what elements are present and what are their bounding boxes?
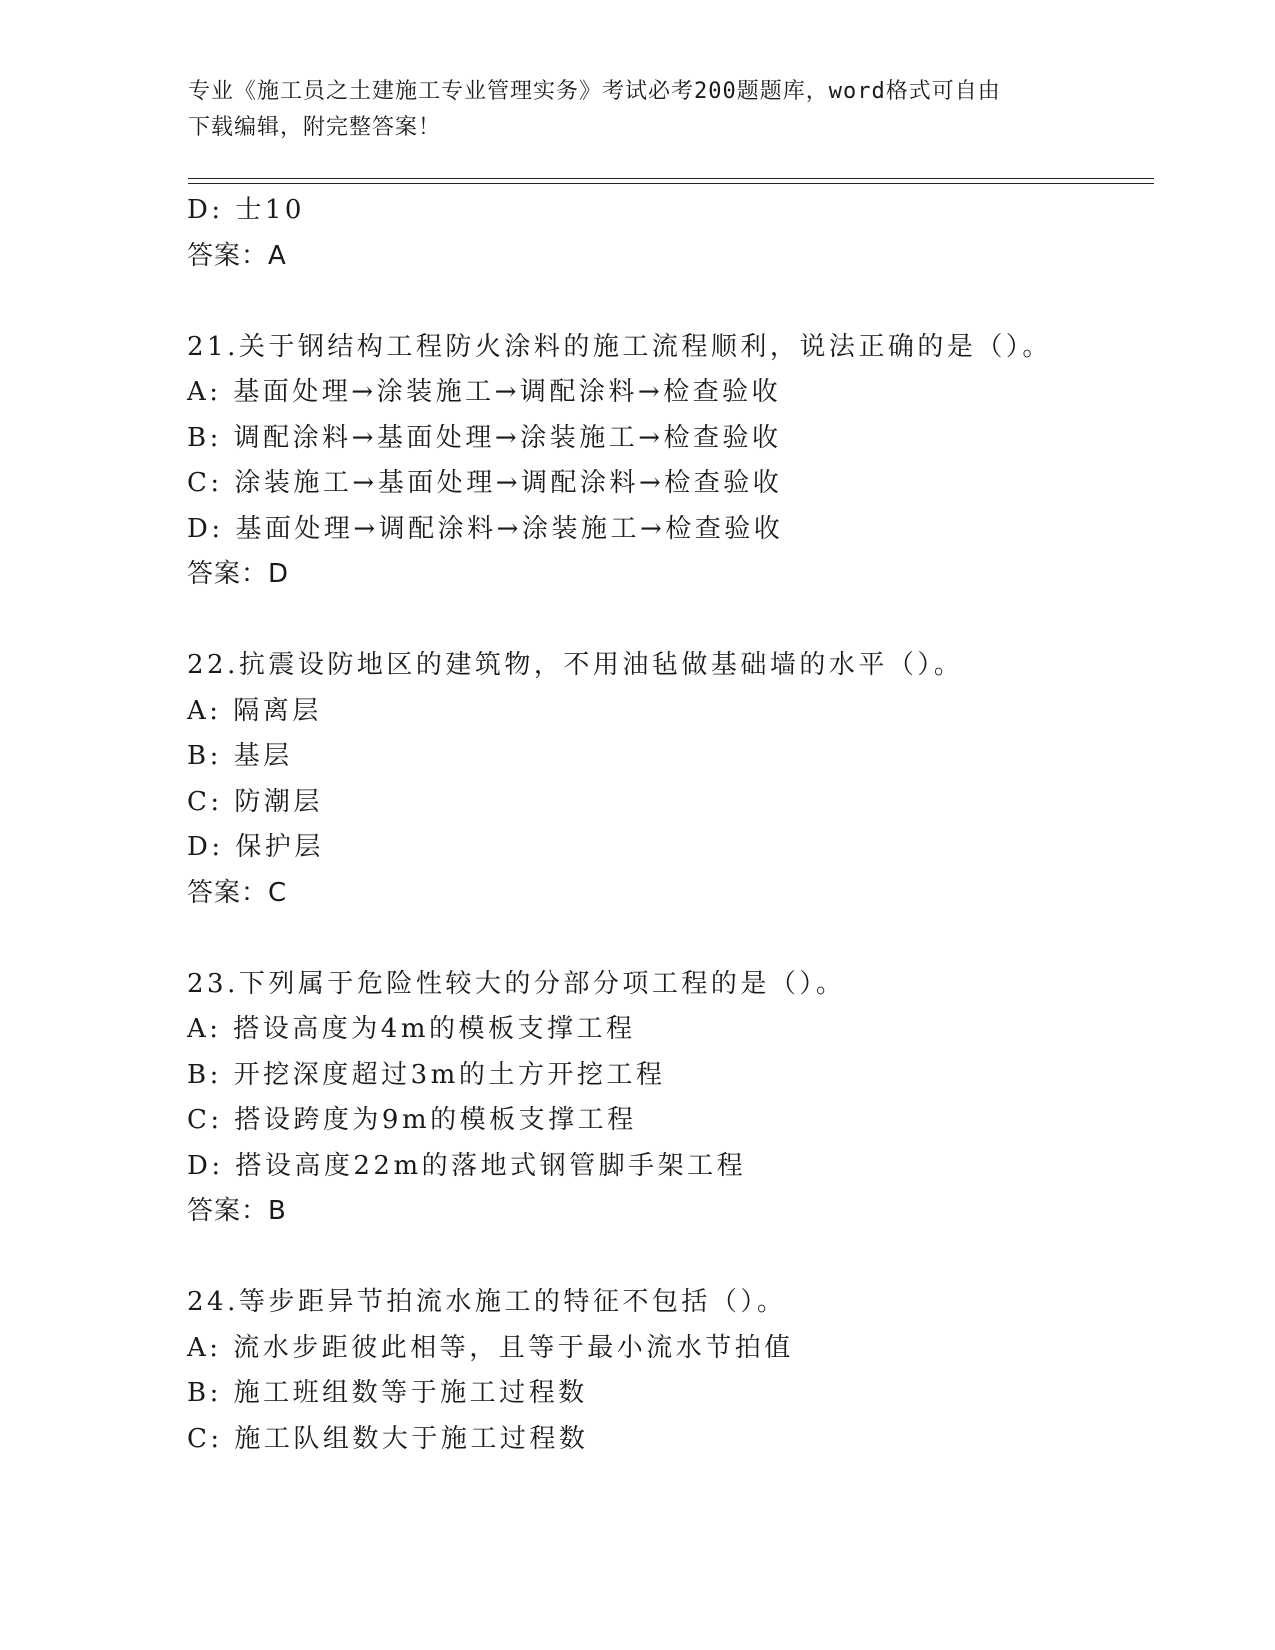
option-b: B: 开挖深度超过3m的土方开挖工程 (187, 1059, 666, 1090)
option-a: A: 搭设高度为4m的模板支撑工程 (187, 1014, 636, 1044)
header-rule-bottom (188, 183, 1154, 184)
answer-line: 答案：A (187, 240, 287, 271)
spacer (187, 916, 1167, 962)
option-c: C: 涂装施工→基面处理→调配涂料→检查验收 (187, 468, 783, 498)
option-d: D: 搭设高度22m的落地式钢管脚手架工程 (187, 1150, 747, 1181)
option-a: A: 流水步距彼此相等，且等于最小流水节拍值 (187, 1332, 794, 1363)
question-stem: 21.关于钢结构工程防火涂料的施工流程顺利，说法正确的是（）。 (187, 331, 1052, 362)
question-list (187, 188, 1167, 1462)
option-a: A: 隔离层 (187, 695, 322, 726)
answer-line: 答案：C (187, 877, 288, 908)
option-b: B: 基层 (187, 741, 293, 771)
option-d: D: 士10 (187, 195, 305, 225)
option-c: C: 搭设跨度为9m的模板支撑工程 (187, 1105, 637, 1135)
answer-line: 答案：B (187, 1196, 287, 1226)
option-d: D: 保护层 (187, 832, 324, 862)
option-a: A: 基面处理→涂装施工→调配涂料→检查验收 (187, 377, 782, 407)
header-rule-top (188, 178, 1154, 179)
question-stem: 22.抗震设防地区的建筑物，不用油毡做基础墙的水平（）。 (187, 650, 964, 680)
option-d: D: 基面处理→调配涂料→涂装施工→检查验收 (187, 513, 784, 544)
option-b: B: 调配涂料→基面处理→涂装施工→检查验收 (187, 422, 782, 453)
spacer (187, 598, 1167, 644)
spacer (187, 1235, 1167, 1281)
question-stem: 23.下列属于危险性较大的分部分项工程的是（）。 (187, 968, 846, 999)
header-line-2: 下载编辑，附完整答案！ (188, 115, 442, 140)
document-header (188, 74, 1068, 146)
question-stem: 24.等步距异节拍流水施工的特征不包括（）。 (187, 1287, 787, 1317)
option-c: C: 施工队组数大于施工过程数 (187, 1423, 589, 1454)
header-line-1: 专业《施工员之土建施工专业管理实务》考试必考200题题库，word格式可自由 (188, 79, 1001, 104)
answer-line: 答案：D (187, 559, 290, 589)
option-b: B: 施工班组数等于施工过程数 (187, 1378, 588, 1408)
option-c: C: 防潮层 (187, 786, 323, 817)
spacer (187, 279, 1167, 325)
